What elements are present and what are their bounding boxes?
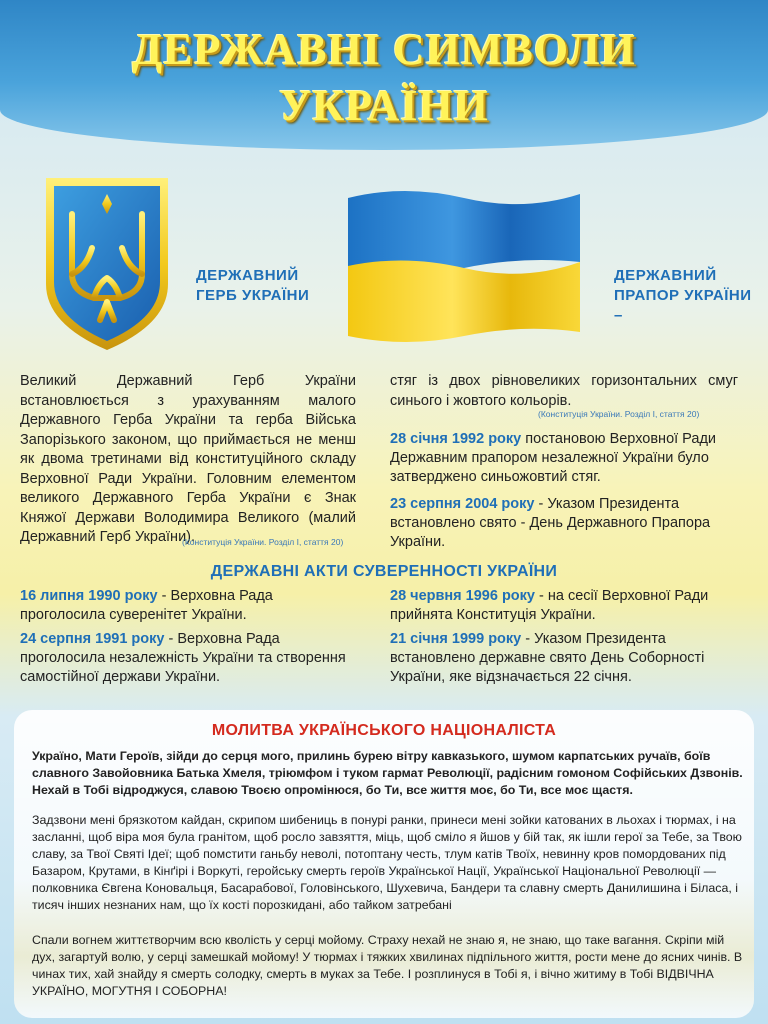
- prayer-title: МОЛИТВА УКРАЇНСЬКОГО НАЦІОНАЛІСТА: [211, 722, 557, 739]
- event-text: постановою Верховної Ради Державним прапором незалежної України було затверджено синьожовтий стяг.: [390, 431, 717, 485]
- prayer-paragraph-2: Задзвони мені брязкотом кайдан, скрипом шибениць в понурі ранки, принеси мені зойки катованих в льохах і тюрмах, і на засланні, щоб віра моя була гранітом, щоб росло завзяття, міць, щоб сміло я йшов у бій так, як ішли герої за Тебе, за Твою славу, за Твої Святі Ідеї; щоб помстити ганьбу неволі, потоптану честь, тлум катів Твоїх, невинну кров помордованих під Базаром, Крутами, в Кінґірі і Воркуті, геройську смерть героїв Української Нації, Української Національної Революції — полковника Євгена Коновальця, Басарабової, Головінського, Шухевича, Бандери та славну смерть Данилишина і Біласа, і тисяч інших незнаних нам, що їх кості порозкидані, або тайком затребані: [32, 813, 742, 912]
- act-item: [390, 630, 740, 687]
- act-item: [20, 630, 360, 687]
- trident-icon: [42, 174, 172, 354]
- flag-description: стяг із двох рівновеликих горизонтальних смуг синього і жовтого кольорів.: [390, 373, 738, 409]
- act-date: 28 червня 1996 року: [390, 588, 535, 604]
- flag-event: [390, 430, 740, 487]
- event-date: 23 серпня 2004 року: [390, 496, 535, 512]
- flag-label: ДЕРЖАВНИЙ ПРАПОР УКРАЇНИ –: [614, 267, 752, 324]
- page-title-line1: ДЕРЖАВНІ СИМВОЛИ: [132, 25, 636, 74]
- event-date: 28 січня 1992 року: [390, 431, 522, 447]
- act-text: - Верховна Рада проголосила незалежність України та створення самостійної держави України.: [20, 631, 346, 685]
- act-text: - Указом Президента встановлено державне свято День Соборності України, яке відзначається 22 січня.: [390, 631, 705, 685]
- act-text: - Верховна Рада проголосила суверенітет України.: [20, 588, 273, 623]
- page-title-line2: УКРАЇНИ: [279, 81, 489, 130]
- coat-citation: (Конституція України. Розділ І, стаття 20): [182, 537, 344, 547]
- prayer-paragraph-3: Спали вогнем життєтворчим всю кволість у серці мойому. Страху нехай не знаю я, не знаю, що таке вагання. Скріпи мій дух, загартуй волю, у серці замешкай мойому! У тюрмах і тяжких хвилинах підпільного життя, рости мене до ясних чинів. В чинах тих, хай знайду я смерть солодку, смерть в муках за Тебе. І розплинуся в Тобі я, і вічно житиму в Тобі ВІДВІЧНА УКРАЇНО, МОГУТНЯ І СОБОРНА!: [32, 933, 743, 998]
- acts-title: ДЕРЖАВНІ АКТИ СУВЕРЕННОСТІ УКРАЇНИ: [210, 563, 558, 580]
- flag-event: [390, 495, 740, 552]
- act-item: [20, 587, 350, 625]
- flag-citation: (Конституція України. Розділ І, стаття 20): [538, 409, 700, 419]
- flag-icon: [344, 180, 582, 348]
- event-text: - Указом Президента встановлено свято - День Державного Прапора України.: [390, 496, 711, 550]
- act-date: 16 липня 1990 року: [20, 588, 158, 604]
- act-date: 21 січня 1999 року: [390, 631, 522, 647]
- coat-description: Великий Державний Герб України встановлюється з урахуванням малого Державного Герба України та герба Війська Запорізького законом, що приймається не менш як двома третинами від конституційного складу Верховної Ради України. Головним елементом великого Державного Герба України є Знак Княжої Держави Володимира Великого (малий Державний Герб України).: [20, 373, 356, 545]
- act-text: - на сесії Верховної Ради прийнята Конституція України.: [390, 588, 709, 623]
- act-item: [390, 587, 740, 625]
- act-date: 24 серпня 1991 року: [20, 631, 165, 647]
- prayer-paragraph-1: Україно, Мати Героїв, зійди до серця мого, прилинь бурею вітру кавказького, шумом карпатських ручаїв, боїв славного Завойовника Батька Хмеля, тріюмфом і туком гармат Революції, радісним гомоном Софійських Дзвонів. Нехай в Тобі відроджуся, славою Твоєю опромінюся, бо Ти, все життя моє, бо Ти, все моє щастя.: [32, 749, 743, 797]
- coat-label: ДЕРЖАВНИЙ ГЕРБ УКРАЇНИ: [196, 267, 310, 304]
